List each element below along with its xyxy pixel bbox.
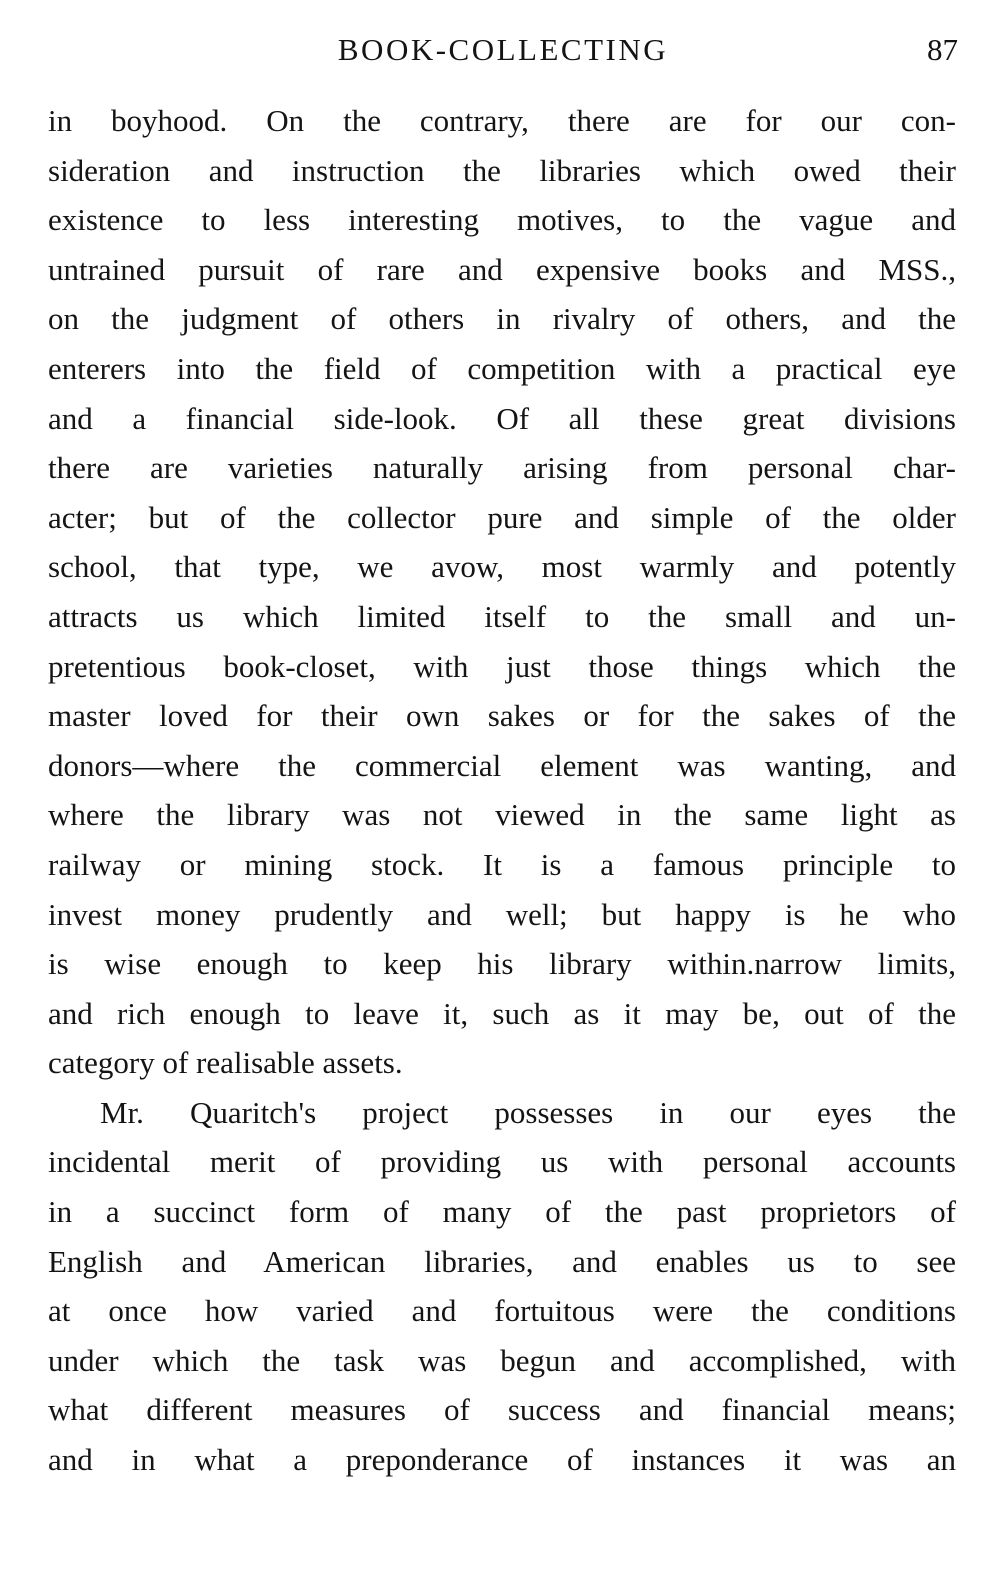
text-line: existence to less interesting motives, to the vague and [48,202,956,238]
text-line: in a succinct form of many of the past proprietors of [48,1194,956,1230]
text-line: untrained pursuit of rare and expensive books and MSS., [48,251,956,287]
text-line: incidental merit of providing us with personal accounts [48,1144,956,1180]
text-line: at once how varied and fortuitous were the conditions [48,1293,956,1329]
text-line: category of realisable assets. [48,1045,403,1081]
text-line: and a financial side-look. Of all these great divisions [48,400,956,436]
running-title: BOOK-COLLECTING [337,32,669,67]
text-line: there are varieties naturally arising from personal char- [48,450,956,486]
text-line: under which the task was begun and accomplished, with [48,1342,956,1378]
running-head [48,30,958,74]
text-line: sideration and instruction the libraries which owed their [48,152,956,188]
body-text [48,96,956,1485]
text-line: and in what a preponderance of instances it was an [48,1442,956,1478]
text-line: on the judgment of others in rivalry of others, and the [48,301,956,337]
text-line: Mr. Quaritch's project possesses in our eyes the [100,1094,956,1130]
text-line: attracts us which limited itself to the small and un- [48,598,956,634]
text-line: is wise enough to keep his library within.narrow limits, [48,946,956,982]
text-line: school, that type, we avow, most warmly and potently [48,549,956,585]
text-line: master loved for their own sakes or for the sakes of the [48,698,956,734]
page-number: 87 [927,32,958,67]
text-line: and rich enough to leave it, such as it may be, out of the [48,995,956,1031]
text-line: enterers into the field of competition with a practical eye [48,350,956,386]
text-line: railway or mining stock. It is a famous principle to [48,846,956,882]
text-line: where the library was not viewed in the same light as [48,797,956,833]
text-line: pretentious book-closet, with just those things which the [48,648,956,684]
text-line: in boyhood. On the contrary, there are for our con- [48,103,956,138]
paragraph-2 [48,1088,956,1485]
paragraph-1 [48,96,956,1088]
text-line: donors—where the commercial element was wanting, and [48,747,956,783]
text-line: what different measures of success and financial means; [48,1392,956,1428]
text-line: invest money prudently and well; but happy is he who [48,896,956,932]
text-line: acter; but of the collector pure and simple of the older [48,499,956,535]
text-line: English and American libraries, and enables us to see [48,1243,956,1279]
